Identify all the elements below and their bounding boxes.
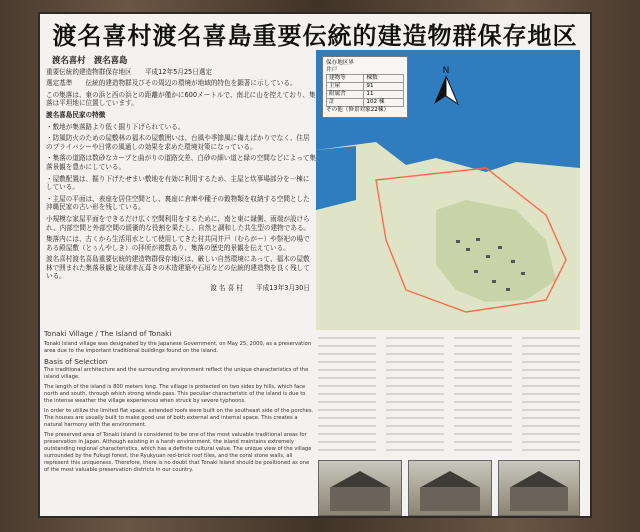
legend-cell: 計 — [327, 99, 364, 107]
legend-well-label: 井戸 — [326, 67, 338, 73]
jp-subtitle: 渡名喜村 渡名喜島 — [52, 55, 128, 65]
photo-strip — [318, 460, 580, 516]
jp-paragraph-4: 渡名喜村渡名喜島重要伝統的建造物群保存地区は、厳しい自然環境にあって、福木の屋敷林で囲まれた集落景観と琉球赤瓦葺きの木造建築や石垣などの伝統的建造物を良く残している。 — [46, 255, 310, 281]
japanese-text-block — [46, 56, 316, 296]
legend-cell: 11 — [364, 91, 404, 99]
eng-paragraph-1: The length of the island is 800 meters long. The village is protected on two sides by hills, which face north and south, through which strong winds pass. This peculiar characteristic of the island is due to the intense weather the village experiences when struck by severe typhoons. — [44, 384, 306, 404]
legend-boundary-label: 保存地区界 — [326, 60, 354, 66]
jp-designation: 重要伝統的建造物群保存地区 平成12年5月25日選定 — [46, 67, 213, 76]
eng-title: Tonaki Village / The Island of Tonaki — [44, 329, 172, 338]
compass-label: N — [442, 66, 450, 76]
legend-cell: 102 棟 — [364, 99, 404, 107]
eng-basis-heading: Basis of Selection — [44, 357, 108, 366]
jp-feature-5: ・主屋の平面は、表座を居住空間とし、裏座に倉庫や種子の穀物類を収納する空間とした沖縄民家の古い形を残している。 — [46, 194, 310, 212]
house-photo — [318, 460, 402, 516]
jp-paragraph-2: 小規模な家屋平面をできるだけ広く空間利用をするために、南と東に縁側、雨端が設けられ、内部空間と外部空間の緩衝的な役割を果たし、自然と調和した共生型の建物である。 — [46, 214, 311, 232]
eng-basis: The traditional architecture and the surrounding environment reflect the unique characteristics of the island village. — [44, 367, 309, 380]
harbor-water — [316, 146, 356, 210]
eng-paragraph-2: In order to utilize the limited flat space, extended roofs were built on the southeast side of the porches. The houses are usually built to make good use of both external and internal space. This creates a natural harmony with the environment. — [44, 408, 314, 428]
jp-feature-2: ・防風防火のための屋敷林の福木の屋敷囲いは、台風や季節風に備えばかりでなく、住居のプライバシーや日常の風通しの効果を求めた環境対策になっている。 — [46, 134, 310, 151]
eng-paragraph-3: The preserved area of Tonaki Island is considered to be one of the most valuable traditional areas for preservation in Japan. Although existing in a harsh environment, the island maintains extremely outstanding regional characteristics, which has a definite cultural value. The unique view of the village surrounded by the Fukugi forest, the Ryukyuan red-brick roof tiles, and the coral stone walls, all represent this uniqueness. Therefore, there is no doubt that Tonaki Island should be positioned as one of the most valuable preservation districts in our country. — [44, 432, 312, 473]
eng-intro: Tonaki Island village was designated by the Japanese Government, on May 25, 2000, as a preservation area due to the important traditional buildings found on the island. — [44, 341, 312, 354]
house-photo — [408, 460, 492, 516]
jp-features-heading: 渡名喜島民家の特徴 — [46, 110, 106, 119]
north-arrow-icon — [426, 64, 466, 108]
legend-note: その他（修景対象22棟） — [326, 107, 390, 113]
building-list-lines — [316, 332, 584, 460]
legend-cell: 棟数 — [364, 75, 404, 83]
legend-cell: 附属舎 — [327, 91, 364, 99]
building-list-area — [316, 332, 584, 460]
board-title: 渡名喜村渡名喜島重要伝統的建造物群保存地区 — [52, 22, 578, 50]
map-legend — [322, 56, 408, 118]
house-photo — [498, 460, 580, 516]
legend-cell: 建物等 — [327, 75, 364, 83]
jp-feature-4: ・屋敷配置は、掘り下げたせまい敷地を有効に利用するため、主屋と炊事場部分を一棟にしている。 — [46, 174, 310, 192]
legend-cell: 91 — [364, 83, 404, 91]
jp-feature-3: ・集落の道路は数砂なカーブと曲がりの道路交差、白砂の細い道と緑の空間などによって集落景観を豊かにしている。 — [46, 154, 317, 171]
jp-paragraph-1: この集落は、東の浜と西の浜との距離が僅かに600メートルで、南北に山を控えており、集落は平坦地に位置しています。 — [46, 90, 316, 108]
legend-table — [326, 74, 404, 107]
english-text-block — [44, 330, 314, 477]
jp-signature: 渡 名 喜 村 平成13年3月30日 — [210, 284, 310, 293]
village-map — [316, 50, 580, 330]
legend-cell: 主屋 — [327, 83, 364, 91]
jp-paragraph-3: 集落内には、古くから生活用水として使用してきた村共同井戸（むらがー）や祭祀の場である殿屋敷（とぅんやしき）の拝所が複数あり、集落の歴史的景観を伝えている。 — [46, 235, 310, 252]
information-board — [38, 12, 592, 518]
jp-criteria: 選定基準 伝統的建造物群及びその周辺の環境が地域的特色を顕著に示している。 — [46, 79, 297, 88]
jp-feature-1: ・敷地が集落路より低く掘り下げられている。 — [46, 122, 185, 131]
